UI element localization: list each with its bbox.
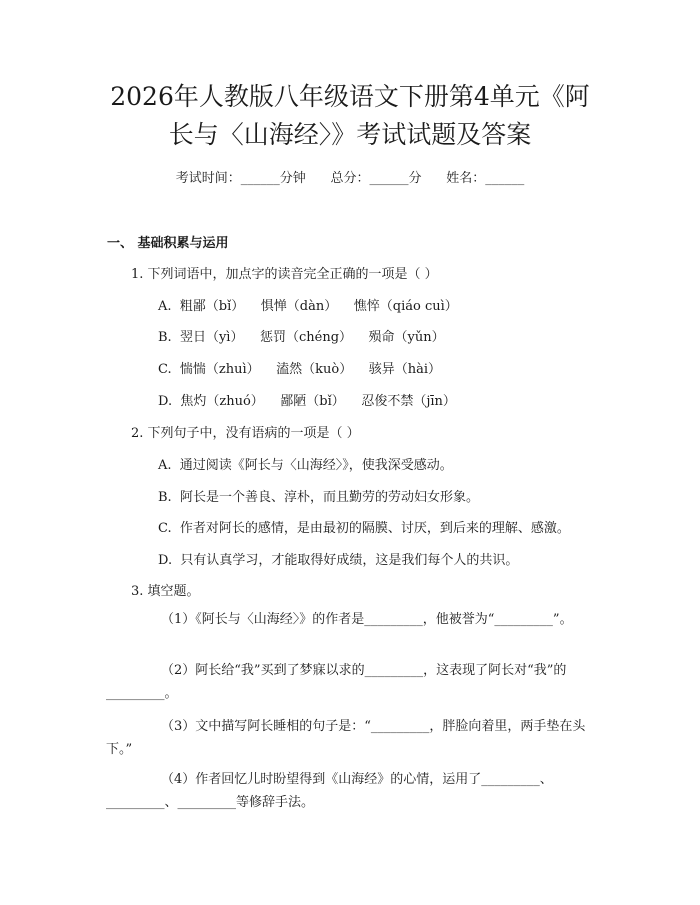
q3-item-3 <box>106 715 598 761</box>
section-heading: 一、 基础积累与运用 <box>107 236 229 251</box>
q1-option-d: D. 焦灼（zhuó） 鄙陋（bǐ） 忍俊不禁（jīn） <box>158 394 456 409</box>
q2-option-c: C. 作者对阿长的感情，是由最初的隔膜、讨厌，到后来的理解、感激。 <box>158 521 570 536</box>
q3-item-1-text: （1）《阿长与〈山海经〉》的作者是_________，他被誉为“_________”。 <box>161 612 573 627</box>
q1-option-b: B. 翌日（yì） 惩罚（chéng） 殒命（yǔn） <box>158 330 445 345</box>
q1-option-a: A. 粗鄙（bǐ） 惧惮（dàn） 憔悴（qiáo cuì） <box>158 299 458 314</box>
q3-item-2 <box>106 659 598 705</box>
question-3-stem: 3. 填空题。 <box>131 584 200 599</box>
q3-item-3-text: （3）文中描写阿长睡相的句子是：“_________，胖脸向着里，两手垫在头下。” <box>106 719 586 757</box>
q3-item-2-text: （2）阿长给“我”买到了梦寐以求的_________，这表现了阿长对“我”的_________。 <box>106 663 567 701</box>
q3-item-4 <box>106 768 598 814</box>
exam-info: 考试时间：______分钟 总分：______分 姓名：______ <box>175 171 525 186</box>
question-1-stem: 1. 下列词语中，加点字的读音完全正确的一项是（ ） <box>131 267 438 282</box>
title-line-1: 2026年人教版八年级语文下册第4单元《阿 <box>110 82 590 111</box>
q3-item-1 <box>106 608 598 631</box>
q2-option-b: B. 阿长是一个善良、淳朴，而且勤劳的劳动妇女形象。 <box>158 490 479 505</box>
q3-item-4-text: （4）作者回忆儿时盼望得到《山海经》的心情，运用了_________、_________、_________等修辞手法。 <box>106 772 553 810</box>
q1-option-c: C. 惴惴（zhuì） 溘然（kuò） 骇异（hài） <box>158 362 442 377</box>
q2-option-d: D. 只有认真学习，才能取得好成绩，这是我们每个人的共识。 <box>158 553 519 568</box>
question-2-stem: 2. 下列句子中，没有语病的一项是（ ） <box>131 426 360 441</box>
q2-option-a: A. 通过阅读《阿长与〈山海经〉》，使我深受感动。 <box>158 458 453 473</box>
document-title <box>60 78 640 154</box>
title-line-2: 长与〈山海经〉》考试试题及答案 <box>168 120 532 149</box>
